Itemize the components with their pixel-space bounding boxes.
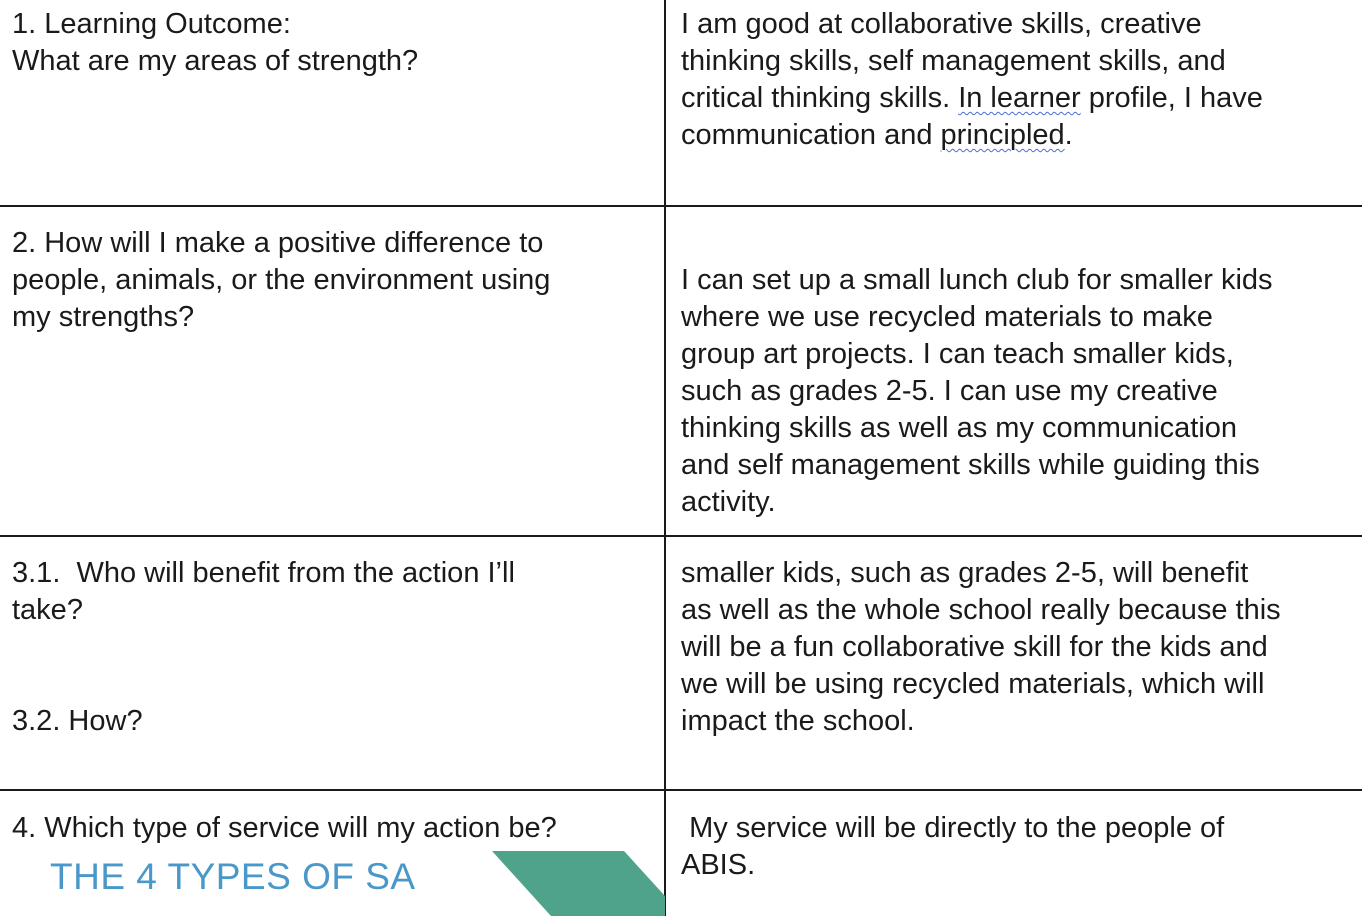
column-divider: [664, 0, 666, 916]
question-cell-3a: 3.1. Who will benefit from the action I’ll take?: [12, 557, 515, 626]
answer-text: profile, I have communication and: [681, 82, 1263, 151]
question-cell-2: 2. How will I make a positive difference to people, animals, or the environment using my strengths?: [12, 227, 551, 333]
answer-text: I am good at collaborative skills, creative thinking skills, self management skills, and critical thinking skills.: [681, 8, 1226, 114]
service-types-banner-title: THE 4 TYPES OF SA: [50, 856, 416, 897]
row-divider: [0, 535, 1362, 537]
banner-chevron-shape: [492, 851, 665, 916]
row-divider: [0, 789, 1362, 791]
question-cell-3b: 3.2. How?: [12, 705, 143, 737]
question-cell-1: 1. Learning Outcome: What are my areas of strength?: [12, 8, 419, 77]
answer-cell-1: [681, 6, 1351, 154]
answer-text: .: [1064, 119, 1073, 151]
answer-cell-4: My service will be directly to the people of ABIS.: [681, 812, 1225, 881]
answer-cell-3: smaller kids, such as grades 2-5, will benefit as well as the whole school really because this will be a fun collaborative skill for the kids and we will be using recycled materials, which will impact the school.: [681, 557, 1281, 737]
spellcheck-flagged-text[interactable]: principled: [940, 119, 1065, 151]
answer-cell-2: I can set up a small lunch club for smaller kids where we use recycled materials to make group art projects. I can teach smaller kids, such as grades 2-5. I can use my creative thinking skills as well as my communication and self management skills while guiding this activity.: [681, 264, 1273, 518]
spellcheck-flagged-text[interactable]: In learner: [958, 82, 1081, 114]
row-divider: [0, 205, 1362, 207]
question-cell-4: 4. Which type of service will my action be?: [12, 812, 557, 844]
